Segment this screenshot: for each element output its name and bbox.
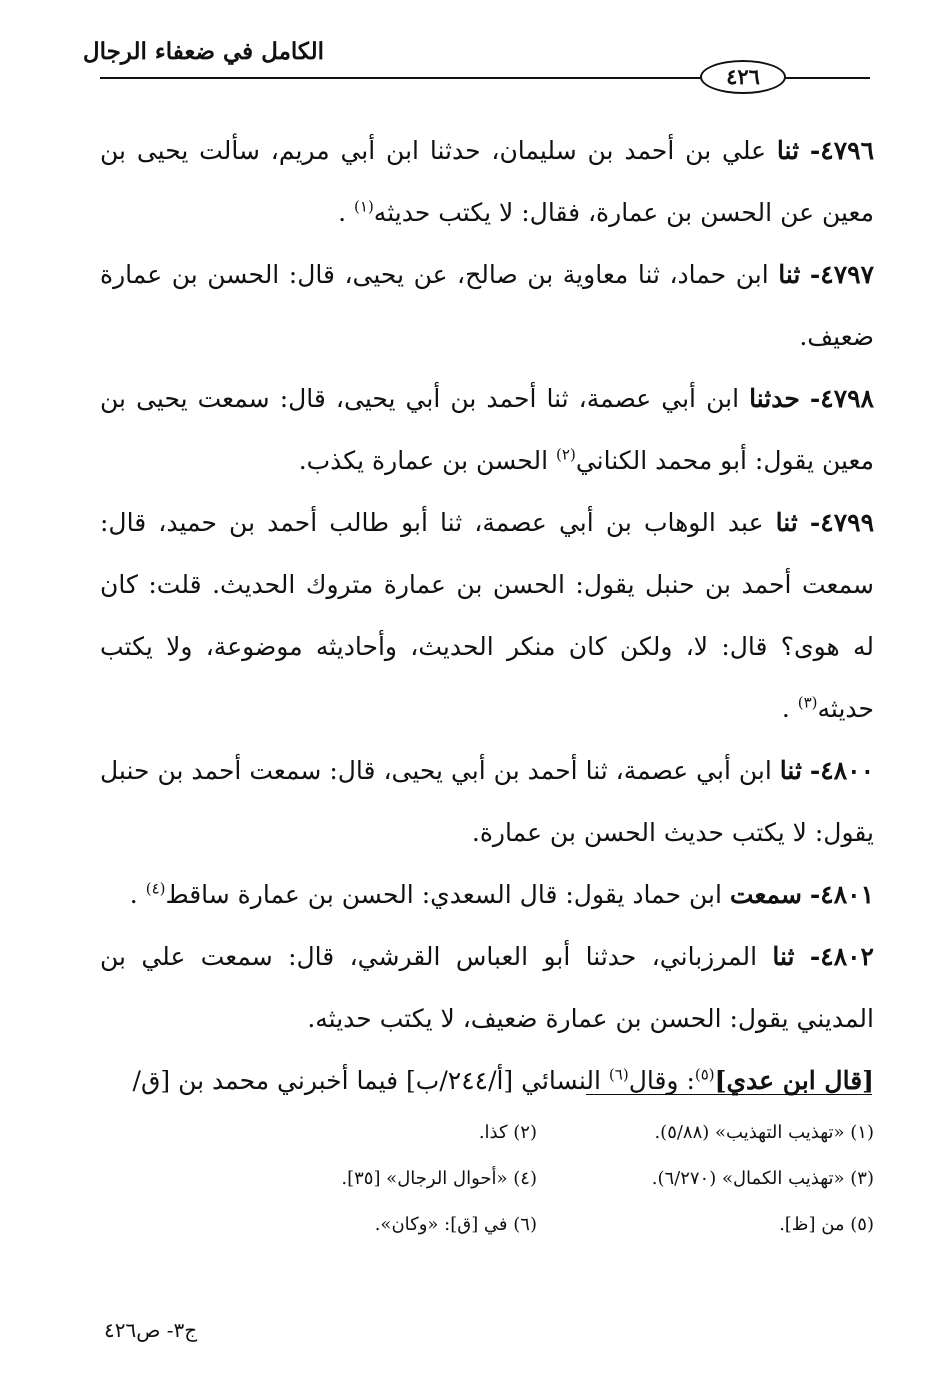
entry-text: المرزباني، حدثنا أبو العباس القرشي، قال: سمعت علي بن المديني يقول: الحسن بن عمارة ضعيف، لا يكتب حديثه. xyxy=(100,942,874,1033)
entry-number: ٤٧٩٦- xyxy=(809,136,874,165)
footnote-row xyxy=(200,1156,874,1202)
entry-text: ابن حماد، ثنا معاوية بن صالح، عن يحيى، قال: الحسن بن عمارة ضعيف. xyxy=(100,260,874,351)
footnote-1: (١) «تهذيب التهذيب» (٥/٨٨). xyxy=(654,1122,874,1143)
footnote-4: (٤) «أحوال الرجال» [٣٥]. xyxy=(341,1168,537,1189)
entry-text-end: . xyxy=(781,694,790,723)
footnote-row xyxy=(200,1110,874,1156)
footnote-2: (٢) كذا. xyxy=(478,1122,537,1143)
footnote-ref: (٢) xyxy=(556,445,576,464)
entry-text: ابن حماد يقول: قال السعدي: الحسن بن عمارة ساقط xyxy=(165,880,722,909)
entry-4801 xyxy=(100,864,874,926)
entry-keyword: حدثنا xyxy=(749,384,800,413)
entry-text: عبد الوهاب بن أبي عصمة، ثنا أبو طالب أحمد بن حميد، قال: سمعت أحمد بن حنبل يقول: الحسن بن عمارة متروك الحديث. قلت: كان له هوى؟ قال: لا، ولكن كان منكر الحديث، وأحاديثه موضوعة، ولا يكتب حديثه xyxy=(100,508,874,723)
entry-number: ٤٨٠٠- xyxy=(809,756,875,785)
footnote-row xyxy=(200,1202,874,1248)
entry-keyword: ثنا xyxy=(776,136,800,165)
entry-number: ٤٧٩٨- xyxy=(809,384,874,413)
bracket-heading: [قال ابن عدي] xyxy=(714,1066,874,1095)
entry-4802 xyxy=(100,926,874,1050)
volume-page-reference: ج٣- ص٤٢٦ xyxy=(104,1318,198,1342)
entry-number: ٤٧٩٧- xyxy=(809,260,875,289)
entry-number: ٤٨٠٢- xyxy=(809,942,874,971)
footnote-ref: (٦) xyxy=(608,1065,629,1084)
entry-number: ٤٧٩٩- xyxy=(809,508,874,537)
footnote-6: (٦) في [ق]: «وكان». xyxy=(374,1214,537,1235)
running-header-title: الكامل في ضعفاء الرجال xyxy=(82,38,324,65)
footnote-ref: (١) xyxy=(354,197,374,216)
page-number: ٤٢٦ xyxy=(700,60,786,94)
footnote-rule xyxy=(586,1094,872,1095)
entry-text-end: . xyxy=(129,880,138,909)
entry-4798 xyxy=(100,368,874,492)
entry-4800 xyxy=(100,740,874,864)
entry-4796 xyxy=(100,120,874,244)
entry-text: النسائي [أ/٢٤٤/ب] فيما أخبرني محمد بن [ق/ xyxy=(132,1066,601,1095)
entry-number: ٤٨٠١- xyxy=(809,880,874,909)
entry-4797 xyxy=(100,244,874,368)
footnote-ref: (٥) xyxy=(694,1065,715,1084)
entry-text-end: الحسن بن عمارة يكذب. xyxy=(298,446,549,475)
entry-keyword: سمعت xyxy=(729,880,802,909)
entry-keyword: ثنا xyxy=(772,942,795,971)
entry-text-end: . xyxy=(338,198,347,227)
entry-keyword: ثنا xyxy=(775,508,798,537)
footnotes xyxy=(200,1110,874,1248)
entry-keyword: ثنا xyxy=(779,756,802,785)
footnote-ref: (٤) xyxy=(145,879,166,898)
main-text xyxy=(100,120,874,1112)
entry-ibn-adi xyxy=(100,1050,874,1112)
entry-text: ابن أبي عصمة، ثنا أحمد بن أبي يحيى، قال: سمعت أحمد بن حنبل يقول: لا يكتب حديث الحسن بن عمارة. xyxy=(100,756,874,847)
entry-4799 xyxy=(100,492,874,740)
entry-text: علي بن أحمد بن سليمان، حدثنا ابن أبي مريم، سألت يحيى بن معين عن الحسن بن عمارة، فقال: لا يكتب حديثه xyxy=(100,136,874,227)
entry-text: ابن أبي عصمة، ثنا أحمد بن أبي يحيى، قال: سمعت يحيى بن معين يقول: أبو محمد الكناني xyxy=(100,384,874,475)
entry-text: : وقال xyxy=(628,1066,695,1095)
footnote-ref: (٣) xyxy=(797,693,818,712)
footnote-3: (٣) «تهذيب الكمال» (٦/٢٧٠). xyxy=(651,1168,874,1189)
footnote-5: (٥) من [ظ]. xyxy=(779,1214,874,1235)
entry-keyword: ثنا xyxy=(778,260,801,289)
